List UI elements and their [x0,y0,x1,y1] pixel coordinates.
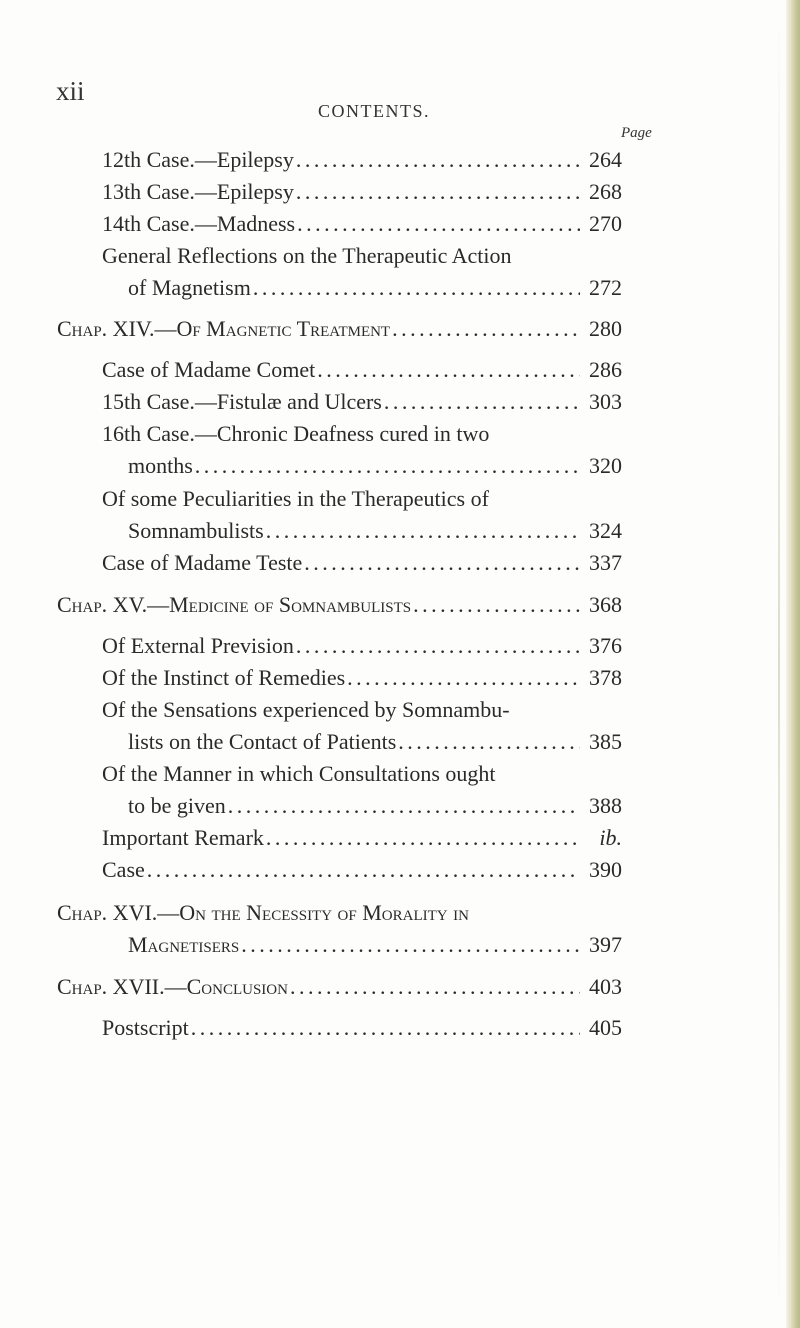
page-folio: xii [56,76,85,106]
running-head: CONTENTS. [318,101,430,121]
toc-entry-title-line1: Of the Manner in which Consultations ought [102,761,496,786]
toc-entry [128,451,622,481]
toc-entry-page: 403 [589,974,622,999]
toc-entry-title-line2: to be given [128,793,226,818]
toc-entry [102,145,622,175]
toc-entry-page: 397 [589,932,622,957]
toc-entry [102,631,622,661]
leader-dots [297,209,580,239]
toc-entry [102,209,622,239]
leader-dots [253,273,580,303]
leader-dots [296,631,580,661]
toc-entry-title: Important Remark [102,825,264,850]
leader-dots [384,387,580,417]
toc-entry-page: 390 [589,857,622,882]
toc-entry-page: ib. [599,825,622,850]
toc-entry-page: 368 [589,592,622,617]
toc-entry-title: 12th Case.—Epilepsy [102,147,294,172]
toc-entry-title-line2: months [128,453,193,478]
toc-entry-page: 378 [589,665,622,690]
toc-chapter-entry [57,590,622,620]
leader-dots [398,727,580,757]
toc-entry-page: 324 [589,518,622,543]
toc-entry [102,823,622,853]
toc-entry [102,177,622,207]
toc-entry-page: 405 [589,1015,622,1040]
toc-entry-page: 272 [589,275,622,300]
toc-chapter-entry [128,930,622,960]
leader-dots [296,145,580,175]
page-column-label: Page [621,125,652,141]
toc-entry [102,355,622,385]
toc-entry [128,273,622,303]
leader-dots [266,516,580,546]
leader-dots [266,823,580,853]
toc-entry-title-line2: lists on the Contact of Patients [128,729,397,754]
toc-entry [102,855,622,885]
toc-entry-title-line2: Somnambulists [128,518,264,543]
leader-dots [147,855,580,885]
leader-dots [241,930,580,960]
toc-entry-page: 337 [589,550,622,575]
leader-dots [413,590,580,620]
toc-entry-title-line1: 16th Case.—Chronic Deafness cured in two [102,421,490,446]
toc-chapter-entry [57,314,622,344]
toc-entry-title-line1: Of some Peculiarities in the Therapeutics of [102,486,489,511]
page-edge-shadow [786,0,800,1328]
toc-entry-title: Case [102,857,145,882]
toc-entry-title: 14th Case.—Madness [102,211,296,236]
toc-entry [128,791,622,821]
leader-dots [290,972,580,1002]
toc-entry [102,387,622,417]
toc-entry-page: 303 [589,389,622,414]
toc-entry-title: Of the Instinct of Remedies [102,665,346,690]
page-fold-line [778,0,780,1328]
leader-dots [392,314,580,344]
toc-entry [128,727,622,757]
toc-entry-title: 13th Case.—Epilepsy [102,179,294,204]
toc-entry-title: Of External Prevision [102,633,294,658]
leader-dots [195,451,580,481]
leader-dots [228,791,580,821]
toc-entry-page: 385 [589,729,622,754]
leader-dots [304,548,580,578]
toc-chapter-title-line2: Magnetisers [128,932,240,957]
leader-dots [347,663,580,693]
toc-entry-page: 268 [589,179,622,204]
toc-entry-title: Case of Madame Comet [102,357,316,382]
toc-chapter-title-line1: Chap. XVI.—On the Necessity of Morality in [57,900,469,925]
toc-entry-page: 320 [589,453,622,478]
toc-entry-title: Case of Madame Teste [102,550,303,575]
toc-chapter-title: Chap. XIV.—Of Magnetic Treatment [57,316,391,341]
leader-dots [317,355,580,385]
toc-entry [102,1013,622,1043]
toc-entry-title: Postscript [102,1015,189,1040]
toc-entry-page: 280 [589,316,622,341]
toc-entry-title: 15th Case.—Fistulæ and Ulcers [102,389,382,414]
toc-chapter-title: Chap. XVII.—Conclusion [57,974,288,999]
toc-chapter-entry [57,972,622,1002]
toc-entry-title-line1: General Reflections on the Therapeutic Action [102,243,512,268]
toc-entry [102,548,622,578]
toc-entry-page: 264 [589,147,622,172]
toc-entry-page: 388 [589,793,622,818]
leader-dots [191,1013,580,1043]
toc-chapter-title: Chap. XV.—Medicine of Somnambulists [57,592,412,617]
toc-entry-title-line1: Of the Sensations experienced by Somnambu- [102,697,510,722]
toc-entry-page: 286 [589,357,622,382]
toc-entry-page: 270 [589,211,622,236]
toc-entry-page: 376 [589,633,622,658]
leader-dots [296,177,580,207]
toc-entry [128,516,622,546]
toc-entry [102,663,622,693]
toc-entry-title-line2: of Magnetism [128,275,251,300]
